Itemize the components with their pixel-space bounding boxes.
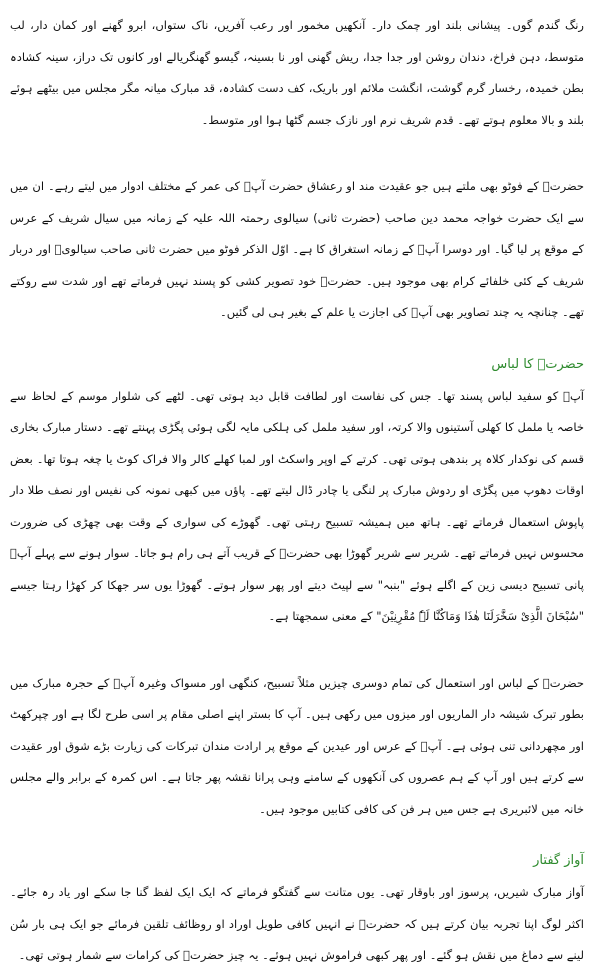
paragraph-attire: آپؒ کو سفید لباس پسند تھا۔ جس کی نفاست اور لطافت قابل دید ہوتی تھی۔ لٹھے کی شلوار موسم کے لحاظ سے خاصہ یا ململ کا کھلی آستینوں والا کرتہ، اور سفید ململ کی ہلکی مایہ لگی ہوئی پگڑی پہنتے تھے۔ دستار مبارک بخاری قسم کی نوکدار کلاہ پر بندھی ہوتی تھی۔ کرتے کے اوپر واسکٹ اور لمبا کھلے کالر والا فراک کوٹ یا چغہ ہوتا تھا۔ بعض اوقات دھوپ میں پگڑی او ردوش مبارک پر لنگی یا چادر ڈال لیتے تھے۔ پاؤں میں کبھی نمونہ کی نفیس اور نصف طلا دار پاپوش استعمال فرماتے تھے۔ ہاتھ میں ہمیشہ تسبیح رہتی تھی۔ گھوڑے کی سواری کے وقت بھی چھڑی کی ضرورت محسوس نہیں فرماتے تھے۔ شریر سے شریر گھوڑا بھی حضرتؒ کے قریب آتے ہی رام ہو جاتا۔ سوار ہونے سے پہلے آپؒ پانی تسبیح دیسی زین کے اگلے ہوئے "بنبہ" سے لپیٹ دیتے اور پھر سوار ہوتے۔ گھوڑا یوں سر جھکا کر کھڑا رہتا جیسے "سُبْحَانَ الَّذِیْ سَخَّرَلَنَا ھٰذَا وَمَاکُنَّا لَہٗ مُقْرِنِیْنَ" کے معنی سمجھتا ہے۔ [10, 388, 584, 623]
paragraph-voice: آواز مبارک شیریں، پرسوز اور باوقار تھی۔ یوں متانت سے گفتگو فرماتے کہ ایک ایک لفظ گنا جا سکے اور یاد رہ جائے۔ اکثر لوگ اپنا تجربہ بیان کرتے ہیں کہ حضرتؒ نے انہیں کافی طویل اوراد او روظائف تلقین فرمائے جو ایک ہی بار سُن لینے سے دماغ میں نقش ہو گئے۔ اور پھر کبھی فراموش نہیں ہوئے۔ یہ چیز حضرتؒ کی کرامات سے شمار ہوتی تھی۔ [10, 885, 584, 962]
heading-attire: حضرتؒ کا لباس [491, 356, 584, 372]
paragraph-appearance: رنگ گندم گوں۔ پیشانی بلند اور چمک دار۔ آنکھیں مخمور اور رعب آفریں، ناک ستواں، ابرو گھنے اور کمان دار، لب متوسط، دہن فراخ، دندان روشن اور جدا جدا، ریش گھنی اور نا بسینہ، گیسو گھنگریالے اور کانوں تک دراز، سینہ کشادہ بطن خمیدہ، رخسار گرم گوشت، انگشت ملائم اور باریک، کف دست کشادہ، قد مبارک میانہ مگر مجلس میں بیٹھے ہوئے بلند و بالا معلوم ہوتے تھے۔ قدم شریف نرم اور نازک جسم گٹھا ہوا اور متوسط۔ [10, 18, 584, 127]
section-attire [10, 349, 584, 826]
paragraph-photographs: حضرتؒ کے فوٹو بھی ملتے ہیں جو عقیدت مند او رعشاق حضرت آپؒ کی عمر کے مختلف ادوار میں لیتے رہے۔ ان میں سے ایک حضرت خواجہ محمد دین صاحب (حضرت ثانی) سیالوی رحمتہ اللہ علیہ کے زمانہ میں سیال شریف کے عرس کے موقع پر لیا گیا۔ اور دوسرا آپؒ کے زمانہ استغراق کا ہے۔ اوّل الذکر فوٹو میں حضرت ثانی صاحب سیالویؒ اور دربار شریف کے کئی خلفائے کرام بھی موجود ہیں۔ حضرتؒ خود تصویر کشی کو پسند نہیں فرماتے تھے اور شدت سے روکتے تھے۔ چنانچہ یہ چند تصاویر بھی آپؒ کی اجازت یا علم کے بغیر ہی لی گئیں۔ [10, 179, 584, 319]
section-voice [10, 845, 584, 972]
section-appearance [10, 10, 584, 329]
heading-voice: آواز گفتار [533, 853, 584, 868]
paragraph-relics: حضرتؒ کے لباس اور استعمال کی تمام دوسری چیزیں مثلاً تسبیح، کنگھی اور مسواک وغیرہ آپؒ کے حجرہ مبارک میں بطور تبرک شیشہ دار الماریوں اور میزوں میں رکھی ہیں۔ آپ کا بستر اپنے اصلی مقام پر اسی طرح لگا ہے اور چپرکھٹ اور مچھردانی تنی ہوئی ہے۔ آپؒ کے عرس اور عیدین کے موقع پر ارادت مندان تبرکات کی زیارت بڑے شوق اور عقیدت سے کرتے ہیں اور آپ کے ہم عصروں کی آنکھوں کے سامنے وہی پرانا نقشہ پھر جاتا ہے۔ اس کمرہ کے برابر والے مجلس خانہ میں لائبریری ہے جس میں ہر فن کی کافی کتابیں موجود ہیں۔ [10, 675, 584, 816]
